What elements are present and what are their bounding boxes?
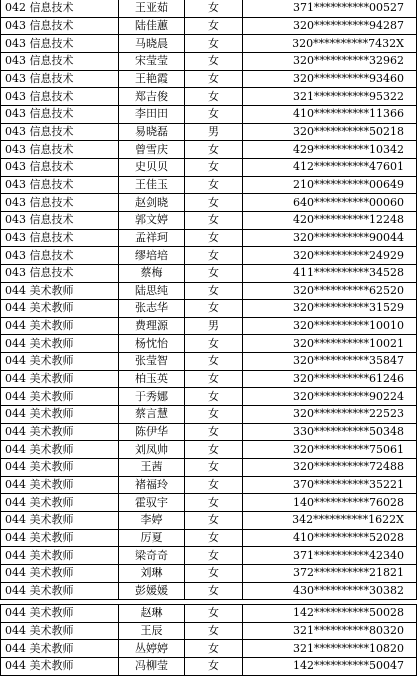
id-number-cell: 429**********10342	[243, 141, 417, 159]
name-cell: 柏玉英	[119, 370, 185, 388]
id-number-cell: 410**********52028	[243, 529, 417, 547]
id-number-cell: 420**********12248	[243, 211, 417, 229]
gender-cell: 女	[185, 388, 243, 406]
id-number-cell: 321**********95322	[243, 88, 417, 106]
id-number-cell: 142**********50047	[243, 657, 417, 675]
name-cell: 郑吉俊	[119, 88, 185, 106]
major-cell: 043 信息技术	[1, 17, 119, 35]
major-cell: 044 美术教师	[1, 282, 119, 300]
name-cell: 蔡梅	[119, 264, 185, 282]
gender-cell: 女	[185, 17, 243, 35]
gender-cell: 女	[185, 264, 243, 282]
major-cell: 044 美术教师	[1, 640, 119, 658]
name-cell: 王艳霞	[119, 70, 185, 88]
table-row	[1, 370, 417, 388]
table-row	[1, 565, 417, 583]
name-cell: 史贝贝	[119, 158, 185, 176]
id-number-cell: 372**********21821	[243, 565, 417, 583]
major-cell: 043 信息技术	[1, 194, 119, 212]
table-row	[1, 0, 417, 17]
gender-cell: 女	[185, 229, 243, 247]
id-number-cell: 320**********61246	[243, 370, 417, 388]
table-row	[1, 622, 417, 640]
gender-cell: 女	[185, 211, 243, 229]
id-number-cell: 410**********11366	[243, 105, 417, 123]
gender-cell: 女	[185, 370, 243, 388]
gender-cell: 女	[185, 565, 243, 583]
major-cell: 043 信息技术	[1, 247, 119, 265]
gender-cell: 女	[185, 547, 243, 565]
gender-cell: 女	[185, 529, 243, 547]
id-number-cell: 320**********50218	[243, 123, 417, 141]
table-row	[1, 211, 417, 229]
name-cell: 易晓磊	[119, 123, 185, 141]
table-row	[1, 388, 417, 406]
major-cell: 044 美术教师	[1, 335, 119, 353]
gender-cell: 女	[185, 0, 243, 17]
major-cell: 044 美术教师	[1, 353, 119, 371]
major-cell: 042 信息技术	[1, 0, 119, 17]
name-cell: 赵剑晓	[119, 194, 185, 212]
name-cell: 蔡言慧	[119, 406, 185, 424]
name-cell: 郭文婷	[119, 211, 185, 229]
id-number-cell: 370**********35221	[243, 476, 417, 494]
table-row	[1, 476, 417, 494]
major-cell: 044 美术教师	[1, 512, 119, 530]
table-row	[1, 547, 417, 565]
id-number-cell: 320**********10021	[243, 335, 417, 353]
gender-cell: 女	[185, 582, 243, 600]
table-row	[1, 194, 417, 212]
table-row	[1, 88, 417, 106]
name-cell: 厉夏	[119, 529, 185, 547]
name-cell: 霍驭宇	[119, 494, 185, 512]
major-cell: 044 美术教师	[1, 423, 119, 441]
table-row	[1, 335, 417, 353]
id-number-cell: 320**********22523	[243, 406, 417, 424]
gender-cell: 男	[185, 123, 243, 141]
name-cell: 张志华	[119, 300, 185, 318]
table-row	[1, 300, 417, 318]
table-row	[1, 640, 417, 658]
major-cell: 043 信息技术	[1, 211, 119, 229]
gender-cell: 女	[185, 605, 243, 623]
name-cell: 陆佳蕙	[119, 17, 185, 35]
gender-cell: 女	[185, 406, 243, 424]
id-number-cell: 320**********62520	[243, 282, 417, 300]
table-row	[1, 105, 417, 123]
gender-cell: 女	[185, 52, 243, 70]
table-row	[1, 529, 417, 547]
table-row	[1, 459, 417, 477]
major-cell: 044 美术教师	[1, 317, 119, 335]
table-row	[1, 494, 417, 512]
name-cell: 陆思纯	[119, 282, 185, 300]
major-cell: 043 信息技术	[1, 229, 119, 247]
gender-cell: 女	[185, 494, 243, 512]
name-cell: 刘琳	[119, 565, 185, 583]
major-cell: 043 信息技术	[1, 52, 119, 70]
name-cell: 张莹智	[119, 353, 185, 371]
table-row	[1, 317, 417, 335]
table-row	[1, 229, 417, 247]
major-cell: 044 美术教师	[1, 657, 119, 675]
gender-cell: 女	[185, 158, 243, 176]
major-cell: 043 信息技术	[1, 264, 119, 282]
major-cell: 044 美术教师	[1, 406, 119, 424]
id-number-cell: 320**********31529	[243, 300, 417, 318]
table-row	[1, 17, 417, 35]
name-cell: 刘凤帅	[119, 441, 185, 459]
gender-cell: 女	[185, 657, 243, 675]
id-number-cell: 320**********24929	[243, 247, 417, 265]
name-cell: 费理源	[119, 317, 185, 335]
id-number-cell: 430**********30382	[243, 582, 417, 600]
gender-cell: 女	[185, 105, 243, 123]
id-number-cell: 640**********00060	[243, 194, 417, 212]
major-cell: 043 信息技术	[1, 105, 119, 123]
table-row	[1, 657, 417, 675]
gender-cell: 女	[185, 353, 243, 371]
name-cell: 缪培培	[119, 247, 185, 265]
major-cell: 044 美术教师	[1, 565, 119, 583]
name-cell: 褚福玲	[119, 476, 185, 494]
major-cell: 044 美术教师	[1, 441, 119, 459]
id-number-cell: 320**********93460	[243, 70, 417, 88]
gender-cell: 女	[185, 70, 243, 88]
major-cell: 043 信息技术	[1, 35, 119, 53]
id-number-cell: 320**********35847	[243, 353, 417, 371]
id-number-cell: 140**********76028	[243, 494, 417, 512]
id-number-cell: 412**********47601	[243, 158, 417, 176]
id-number-cell: 320**********32962	[243, 52, 417, 70]
name-cell: 梁奇奇	[119, 547, 185, 565]
major-cell: 044 美术教师	[1, 529, 119, 547]
name-cell: 曾雪庆	[119, 141, 185, 159]
id-number-cell: 371**********42340	[243, 547, 417, 565]
id-number-cell: 330**********50348	[243, 423, 417, 441]
name-cell: 陈伊华	[119, 423, 185, 441]
gender-cell: 女	[185, 476, 243, 494]
major-cell: 043 信息技术	[1, 123, 119, 141]
id-number-cell: 320**********75061	[243, 441, 417, 459]
table-row	[1, 52, 417, 70]
gender-cell: 男	[185, 317, 243, 335]
table-row	[1, 158, 417, 176]
major-cell: 044 美术教师	[1, 547, 119, 565]
gender-cell: 女	[185, 640, 243, 658]
table-row	[1, 423, 417, 441]
major-cell: 044 美术教师	[1, 476, 119, 494]
major-cell: 044 美术教师	[1, 605, 119, 623]
gender-cell: 女	[185, 88, 243, 106]
id-number-cell: 320**********90224	[243, 388, 417, 406]
gender-cell: 女	[185, 300, 243, 318]
table-row	[1, 176, 417, 194]
gender-cell: 女	[185, 459, 243, 477]
table-row	[1, 353, 417, 371]
name-cell: 冯柳莹	[119, 657, 185, 675]
id-number-cell: 321**********10820	[243, 640, 417, 658]
name-cell: 赵琳	[119, 605, 185, 623]
gender-cell: 女	[185, 441, 243, 459]
id-number-cell: 320**********94287	[243, 17, 417, 35]
table-row	[1, 282, 417, 300]
gender-cell: 女	[185, 423, 243, 441]
major-cell: 044 美术教师	[1, 582, 119, 600]
name-cell: 李田田	[119, 105, 185, 123]
major-cell: 043 信息技术	[1, 70, 119, 88]
table-row	[1, 247, 417, 265]
roster-table-bottom	[0, 604, 417, 676]
name-cell: 王佳玉	[119, 176, 185, 194]
table-row	[1, 141, 417, 159]
name-cell: 王辰	[119, 622, 185, 640]
major-cell: 044 美术教师	[1, 370, 119, 388]
gender-cell: 女	[185, 247, 243, 265]
name-cell: 马晓晨	[119, 35, 185, 53]
gender-cell: 女	[185, 622, 243, 640]
major-cell: 043 信息技术	[1, 88, 119, 106]
name-cell: 杨忱怡	[119, 335, 185, 353]
major-cell: 044 美术教师	[1, 459, 119, 477]
name-cell: 彭媛媛	[119, 582, 185, 600]
name-cell: 丛婷婷	[119, 640, 185, 658]
major-cell: 043 信息技术	[1, 141, 119, 159]
gender-cell: 女	[185, 282, 243, 300]
gender-cell: 女	[185, 335, 243, 353]
table-row	[1, 35, 417, 53]
major-cell: 044 美术教师	[1, 300, 119, 318]
id-number-cell: 411**********34528	[243, 264, 417, 282]
name-cell: 王亚茹	[119, 0, 185, 17]
id-number-cell: 342**********1622X	[243, 512, 417, 530]
table-row	[1, 406, 417, 424]
name-cell: 王茜	[119, 459, 185, 477]
name-cell: 宋莹莹	[119, 52, 185, 70]
roster-table-body	[1, 605, 417, 676]
major-cell: 044 美术教师	[1, 388, 119, 406]
gender-cell: 女	[185, 35, 243, 53]
id-number-cell: 142**********50028	[243, 605, 417, 623]
major-cell: 043 信息技术	[1, 176, 119, 194]
major-cell: 044 美术教师	[1, 494, 119, 512]
id-number-cell: 320**********7432X	[243, 35, 417, 53]
major-cell: 044 美术教师	[1, 622, 119, 640]
id-number-cell: 210**********00649	[243, 176, 417, 194]
gender-cell: 女	[185, 194, 243, 212]
id-number-cell: 320**********10010	[243, 317, 417, 335]
table-row	[1, 264, 417, 282]
table-row	[1, 441, 417, 459]
table-row	[1, 123, 417, 141]
table-row	[1, 582, 417, 600]
gender-cell: 女	[185, 512, 243, 530]
gender-cell: 女	[185, 176, 243, 194]
table-row	[1, 512, 417, 530]
name-cell: 孟祥珂	[119, 229, 185, 247]
table-row	[1, 605, 417, 623]
id-number-cell: 371**********00527	[243, 0, 417, 17]
name-cell: 李婷	[119, 512, 185, 530]
id-number-cell: 321**********80320	[243, 622, 417, 640]
gender-cell: 女	[185, 141, 243, 159]
roster-table-body	[1, 0, 417, 600]
id-number-cell: 320**********72488	[243, 459, 417, 477]
name-cell: 于秀娜	[119, 388, 185, 406]
id-number-cell: 320**********90044	[243, 229, 417, 247]
table-row	[1, 70, 417, 88]
major-cell: 043 信息技术	[1, 158, 119, 176]
